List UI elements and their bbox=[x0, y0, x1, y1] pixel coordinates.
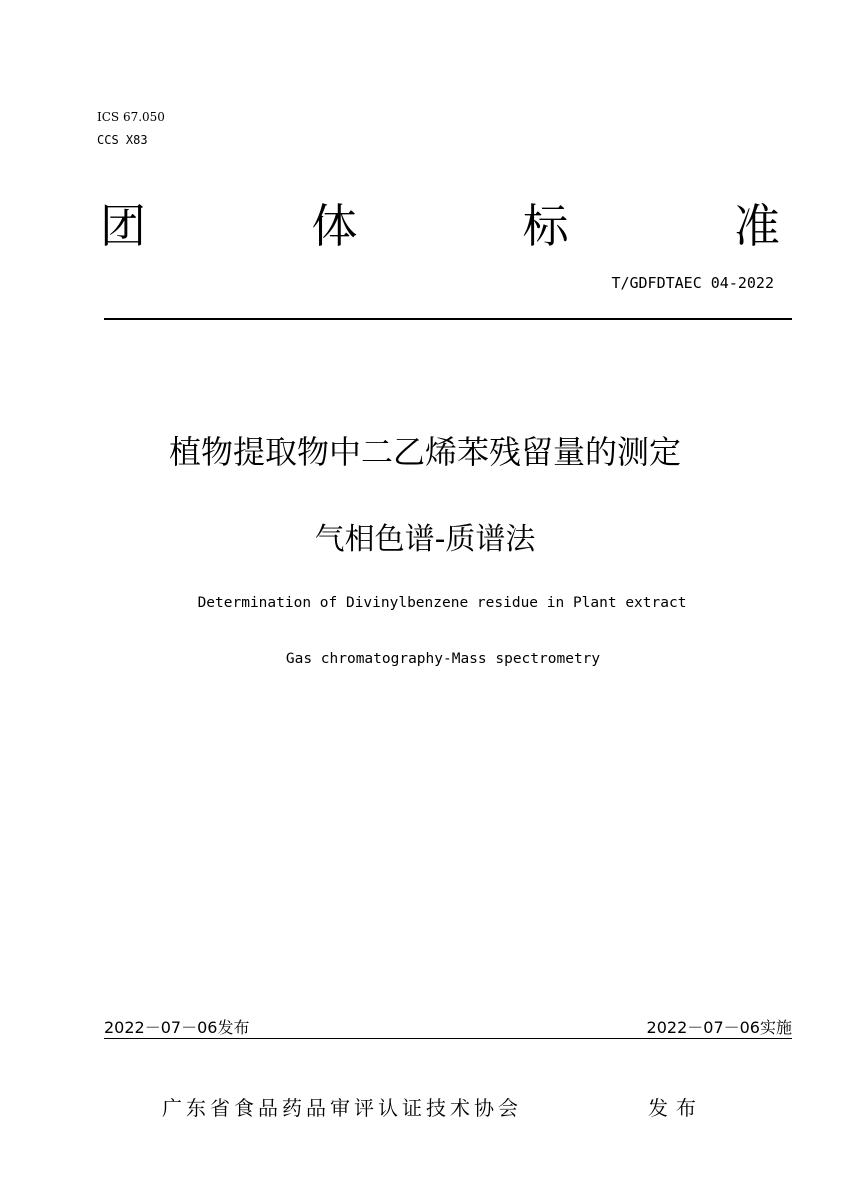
implementation-date: 2022－07－06实施 bbox=[646, 1018, 792, 1037]
heading-char: 团 bbox=[100, 199, 146, 253]
document-title-en: Determination of Divinylbenzene residue in Plant extract bbox=[197, 595, 687, 611]
standard-type-heading bbox=[100, 196, 780, 256]
ccs-code: CCS X83 bbox=[97, 133, 148, 147]
header-divider bbox=[104, 318, 792, 320]
heading-char: 准 bbox=[733, 199, 780, 253]
document-title-cn: 植物提取物中二乙烯苯残留量的测定 bbox=[168, 433, 681, 471]
publish-label: 发布 bbox=[648, 1096, 704, 1120]
heading-char: 体 bbox=[311, 199, 358, 253]
standard-number: T/GDFDTAEC 04-2022 bbox=[611, 274, 774, 292]
footer-divider bbox=[104, 1038, 792, 1039]
issue-date: 2022－07－06发布 bbox=[104, 1018, 250, 1037]
publisher-name: 广东省食品药品审评认证技术协会 bbox=[162, 1096, 522, 1120]
document-method-cn: 气相色谱-质谱法 bbox=[314, 522, 536, 557]
document-method-en: Gas chromatography-Mass spectrometry bbox=[285, 651, 601, 667]
ics-code: ICS 67.050 bbox=[97, 110, 165, 124]
heading-char: 标 bbox=[522, 199, 569, 253]
